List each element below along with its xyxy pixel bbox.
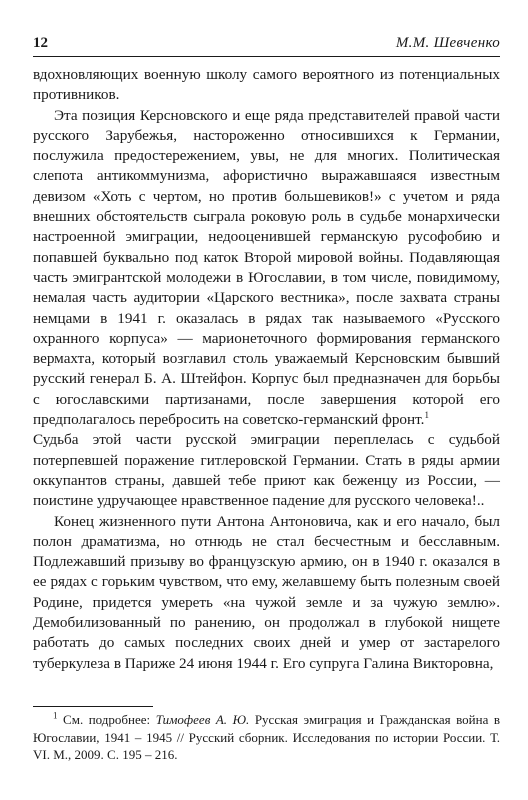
page-header xyxy=(33,34,500,57)
footnote-lead: См. подробнее: xyxy=(63,712,151,727)
main-text xyxy=(33,65,500,674)
footnote-1 xyxy=(33,711,500,764)
footnote-author: Тимофеев А. Ю. xyxy=(155,712,250,727)
footnotes xyxy=(33,706,500,764)
footnote-text: Русская эмиграция и Гражданская война в Югославии, 1941 – 1945 // Русский сборник. Исследования по истории России. Т. VI. М., 2009. С. 195 – 216. xyxy=(33,712,501,762)
paragraph-text: Эта позиция Керсновского и еще ряда представителей правой части русского Зарубежья, настороженно относившихся к Германии, послужила предостережением, увы, не для многих. Политическая слепота антикоммунизма, афористично выражавшаяся известным девизом «Хоть с чертом, но против большевиков!» с учетом и ряда внешних обстоятельств сыграла роковую роль в судьбе монархически настроенной эмиграции, недооценившей германскую русофобию и попавшей буквально под каток Второй мировой войны. Подавляющая часть эмигрантской молодежи в Югославии, в том числе, повидимому, немалая часть аудитории «Царского вестника», после захвата страны немцами в 1941 г. оказалась в рядах так называемого «Русского охранного корпуса» — марионеточного формирования германского вермахта, который возглавил столь уважаемый Керсновским бывший русский генерал Б. А. Штейфон. Корпус был предназначен для борьбы с югославскими партизанами, после завершения которой его предполагалось перебросить на советско-германский фронт. xyxy=(33,106,500,429)
paragraph: Конец жизненного пути Антона Антоновича, как и его начало, был полон драматизма, но отнюдь не стал бесчестным и бесславным. Подлежавший призыву во французскую армию, он в 1940 г. оказался в ее рядах с горьким чувством, что ему, желавшему быть полезным своей Родине, придется умереть «на чужой земле и за чужую землю». Демобилизованный по ранению, он продолжал в глубокой нищете работать до самых последних своих дней и умер от застарелого туберкулеза в Париже 24 июня 1944 г. Его супруга Галина Викторовна, xyxy=(33,512,500,672)
paragraph xyxy=(33,106,500,431)
running-head: М.М. Шевченко xyxy=(395,35,500,51)
paragraph-continuation: вдохновляющих военную школу самого вероятного из потенциальных противников. xyxy=(33,66,500,104)
paragraph: Судьба этой части русской эмиграции переплелась с судьбой потерпевшей поражение гитлеровской Германии. Стать в ряды армии оккупантов страны, давшей тебе приют как беженцу из России, — поистине удручающее нравственное падение для русского человека!.. xyxy=(33,431,500,510)
footnote-number: 1 xyxy=(53,710,58,721)
footnote-marker[interactable]: 1 xyxy=(424,409,429,420)
footnote-separator xyxy=(33,706,153,707)
page-number: 12 xyxy=(33,35,48,51)
